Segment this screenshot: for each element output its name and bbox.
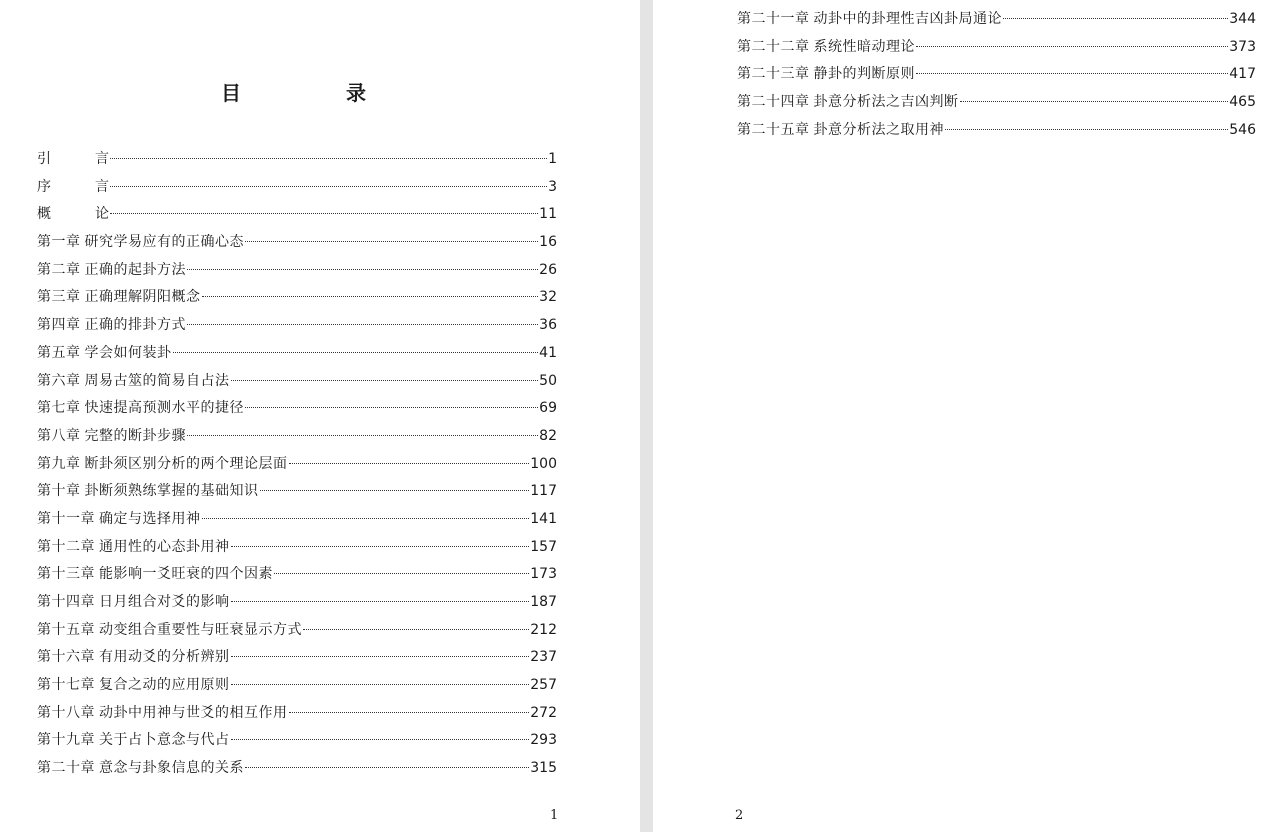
toc-title [221,77,366,106]
toc-entry-title: 正确的起卦方法 [84,261,186,278]
toc-dot-leader [110,186,547,187]
toc-entry [37,534,557,562]
toc-entry [737,6,1256,34]
toc-entry-page-number: 69 [539,400,557,417]
toc-dot-leader [202,518,530,519]
toc-dot-leader [231,684,530,685]
toc-entry-chapter: 第一章 [37,234,81,251]
toc-entry [37,700,557,728]
toc-dot-leader [1003,18,1228,19]
toc-entry [737,89,1256,117]
toc-entry-chapter: 第二十五章 [737,121,810,138]
toc-dot-leader [260,490,530,491]
toc-list-page-1 [37,146,557,783]
toc-entry [37,589,557,617]
toc-entry-page-number: 82 [539,427,557,444]
toc-dot-leader [916,46,1228,47]
toc-entry-label [37,727,230,755]
toc-entry [37,312,557,340]
toc-entry-page-number: 272 [530,704,557,721]
toc-entry-chapter: 第十九章 [37,732,95,749]
toc-entry-label [37,700,288,728]
toc-entry-heading-char-2: 言 [95,178,109,195]
toc-entry-page-number: 344 [1229,11,1256,27]
toc-entry-page-number: 465 [1229,94,1256,111]
toc-entry-title: 复合之动的应用原则 [99,677,230,694]
toc-entry-page-number: 546 [1229,121,1256,138]
toc-entry-label [37,423,186,451]
toc-dot-leader [231,656,530,657]
toc-entry-chapter: 第七章 [37,400,81,417]
toc-entry-page-number: 417 [1229,66,1256,83]
toc-entry-label [37,617,302,645]
toc-entry-chapter: 第八章 [37,427,81,444]
toc-dot-leader [289,712,530,713]
toc-entry-page-number: 293 [530,732,557,749]
toc-entry [37,340,557,368]
toc-entry [37,284,557,312]
toc-entry-label [37,146,109,174]
toc-entry-title: 研究学易应有的正确心态 [84,234,244,251]
toc-entry-chapter: 第十八章 [37,704,95,721]
toc-entry-title: 日月组合对爻的影响 [99,594,230,610]
toc-entry-label [737,89,959,117]
toc-entry-title: 断卦须区别分析的两个理论层面 [84,455,288,472]
toc-entry-page-number: 237 [530,649,557,666]
toc-entry-label [37,506,201,534]
toc-entry [37,174,557,202]
toc-title-part2: 录 [346,81,366,105]
toc-dot-leader [960,101,1229,102]
toc-entry-chapter: 第二十四章 [737,94,810,111]
toc-entry-chapter: 第五章 [37,344,81,361]
toc-entry [37,644,557,672]
toc-dot-leader [173,352,539,353]
toc-entry [37,257,557,285]
toc-entry-chapter: 第十五章 [37,621,95,638]
toc-entry-title: 卦断须熟练掌握的基础知识 [84,483,259,500]
toc-entry-title: 卦意分析法之取用神 [813,121,944,138]
toc-entry-heading-char-1: 概 [37,206,95,223]
toc-entry-label [37,395,244,423]
toc-dot-leader [231,739,530,740]
document-page-2 [653,0,1281,832]
toc-entry-label [37,284,201,312]
page-number: 1 [550,808,559,823]
toc-dot-leader [187,324,538,325]
toc-entry-title: 动卦中的卦理性吉凶卦局通论 [813,11,1002,27]
toc-entry-page-number: 173 [530,566,557,583]
toc-entry [37,451,557,479]
page-number: 2 [735,808,744,823]
toc-entry-title: 关于占卜意念与代占 [99,732,230,749]
toc-entry [37,617,557,645]
toc-entry [37,755,557,783]
toc-entry-chapter: 第六章 [37,372,81,389]
toc-entry-title: 正确的排卦方式 [84,317,186,334]
toc-entry-label [37,174,109,202]
toc-entry-label [37,451,288,479]
toc-entry-page-number: 187 [530,594,557,610]
toc-entry-page-number: 373 [1229,38,1256,55]
toc-dot-leader [187,435,538,436]
toc-entry-heading-char-1: 引 [37,151,95,167]
toc-entry-title: 卦意分析法之吉凶判断 [813,94,959,111]
toc-dot-leader [231,601,530,602]
toc-dot-leader [274,573,529,574]
toc-entry-chapter: 第四章 [37,317,81,334]
toc-entry-label [37,534,230,562]
toc-dot-leader [110,213,538,214]
toc-entry-title: 正确理解阴阳概念 [84,289,201,306]
toc-entry-title: 动变组合重要性与旺衰显示方式 [99,621,302,638]
toc-entry-page-number: 212 [530,621,557,638]
toc-entry-chapter: 第二十三章 [737,66,810,83]
toc-entry-label [37,478,259,506]
toc-entry-page-number: 1 [548,151,557,167]
toc-entry-heading-char-1: 序 [37,178,95,195]
toc-entry [37,201,557,229]
toc-dot-leader [202,296,539,297]
toc-entry-chapter: 第二十一章 [737,11,810,27]
toc-entry-label [37,201,109,229]
toc-entry-chapter: 第二章 [37,261,81,278]
toc-entry-heading-char-2: 言 [95,151,109,167]
toc-entry [737,117,1256,145]
toc-dot-leader [289,463,530,464]
toc-entry-page-number: 117 [530,483,557,500]
toc-dot-leader [110,158,547,159]
toc-entry-label [37,257,186,285]
toc-dot-leader [303,629,529,630]
toc-entry-title: 学会如何装卦 [84,344,172,361]
toc-entry-title: 周易古筮的简易自占法 [84,372,230,389]
toc-entry-label [37,589,230,617]
toc-entry-page-number: 257 [530,677,557,694]
toc-entry-chapter: 第十二章 [37,538,95,555]
toc-list-page-2 [737,6,1256,144]
toc-dot-leader [231,380,539,381]
toc-entry-label [737,34,915,62]
toc-entry-chapter: 第十三章 [37,566,95,583]
toc-entry [37,423,557,451]
toc-entry-page-number: 3 [548,178,557,195]
toc-entry-title: 意念与卦象信息的关系 [99,760,244,777]
toc-entry-chapter: 第二十章 [37,760,95,777]
toc-entry-label [737,61,915,89]
toc-entry-page-number: 36 [539,317,557,334]
toc-entry-chapter: 第十一章 [37,510,95,527]
toc-entry-title: 有用动爻的分析辨别 [99,649,230,666]
toc-entry-title: 确定与选择用神 [99,510,201,527]
toc-entry-page-number: 50 [539,372,557,389]
toc-dot-leader [245,241,538,242]
toc-entry-label [37,312,186,340]
toc-entry-label [37,644,230,672]
toc-entry-heading-char-2: 论 [95,206,109,223]
toc-entry-chapter: 第三章 [37,289,81,306]
toc-entry [37,229,557,257]
toc-entry-title: 动卦中用神与世爻的相互作用 [99,704,288,721]
page-gutter [640,0,653,832]
toc-entry-title: 能影响一爻旺衰的四个因素 [99,566,273,583]
toc-entry-chapter: 第二十二章 [737,38,810,55]
toc-entry-label [37,561,273,589]
toc-dot-leader [916,73,1228,74]
toc-entry-label [37,755,244,783]
toc-entry [37,395,557,423]
toc-entry-title: 快速提高预测水平的捷径 [84,400,244,417]
toc-entry-label [37,340,172,368]
toc-entry-page-number: 41 [539,344,557,361]
toc-entry [37,727,557,755]
toc-entry-title: 完整的断卦步骤 [84,427,186,444]
toc-entry-label [37,368,230,396]
toc-dot-leader [187,269,538,270]
toc-entry [37,368,557,396]
toc-entry-title: 通用性的心态卦用神 [99,538,230,555]
toc-dot-leader [231,546,530,547]
toc-entry-page-number: 141 [530,510,557,527]
toc-entry-label [37,672,230,700]
toc-entry [37,478,557,506]
toc-entry-chapter: 第十章 [37,483,81,500]
toc-entry-page-number: 26 [539,261,557,278]
toc-entry-title: 静卦的判断原则 [813,66,915,83]
toc-entry-label [737,6,1002,34]
toc-entry [737,61,1256,89]
toc-entry-page-number: 100 [530,455,557,472]
toc-entry-title: 系统性暗动理论 [813,38,915,55]
document-page-1 [0,0,640,832]
toc-entry-page-number: 32 [539,289,557,306]
toc-entry-label [737,117,944,145]
toc-entry-page-number: 157 [530,538,557,555]
toc-entry [37,561,557,589]
toc-entry-page-number: 16 [539,234,557,251]
toc-entry [37,506,557,534]
toc-entry-page-number: 11 [539,206,557,223]
toc-dot-leader [245,407,538,408]
toc-entry-label [37,229,244,257]
toc-entry [37,146,557,174]
toc-dot-leader [245,767,529,768]
toc-entry-chapter: 第十七章 [37,677,95,694]
toc-entry-page-number: 315 [530,760,557,777]
toc-entry [37,672,557,700]
toc-entry [737,34,1256,62]
toc-entry-chapter: 第十六章 [37,649,95,666]
toc-entry-chapter: 第九章 [37,455,81,472]
toc-dot-leader [945,129,1228,130]
toc-entry-chapter: 第十四章 [37,594,95,610]
toc-title-part1: 目 [221,81,241,105]
